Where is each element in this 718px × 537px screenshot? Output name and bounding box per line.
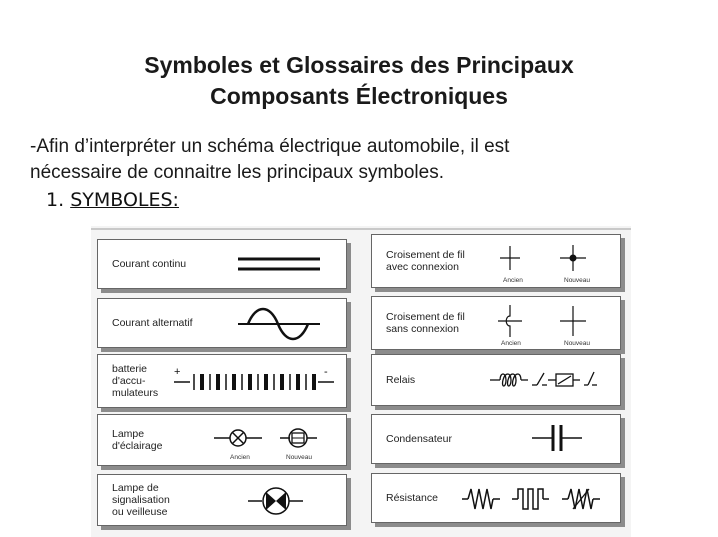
battery-minus: -	[324, 366, 328, 378]
symbol-lampe-eclairage	[97, 414, 347, 466]
symbol-croisement-connexion	[371, 234, 621, 288]
symbol-batterie	[97, 354, 347, 408]
cross-connected-caption-old: Ancien	[503, 277, 523, 284]
cross-unconnected-caption-new: Nouveau	[564, 340, 591, 347]
symbol-relais	[371, 354, 621, 406]
croisement-sans-line-2: sans connexion	[386, 323, 459, 335]
wire-crossing-unconnected-icon	[372, 297, 622, 351]
lampe-eclairage-line-1: Lampe	[112, 428, 145, 440]
relay-icon	[372, 355, 622, 407]
signal-lamp-icon	[98, 475, 348, 527]
intro-line-1: -Afin d’interpréter un schéma électrique automobile, il est	[30, 136, 510, 157]
label-courant-continu: Courant continu	[112, 258, 187, 270]
label-resistance: Résistance	[386, 492, 438, 504]
lamp-icon	[98, 415, 348, 467]
label-relais: Relais	[386, 374, 416, 386]
batterie-line-3: mulateurs	[112, 387, 159, 399]
symbol-condensateur	[371, 414, 621, 464]
croisement-connexion-line-1: Croisement de fil	[386, 249, 465, 261]
lampe-eclairage-line-2: d'éclairage	[112, 440, 163, 452]
lamp-caption-old: Ancien	[230, 454, 250, 461]
page-title	[0, 50, 718, 112]
battery-icon	[98, 355, 348, 409]
intro-paragraph	[30, 134, 710, 186]
batterie-line-2: d'accu-	[112, 375, 146, 387]
section-heading	[46, 189, 179, 211]
symbols-figure	[91, 226, 631, 537]
lampe-signal-line-3: ou veilleuse	[112, 506, 168, 518]
battery-plus: +	[174, 366, 181, 378]
cross-unconnected-caption-old: Ancien	[501, 340, 521, 347]
symbol-lampe-signalisation	[97, 474, 347, 526]
lampe-signal-line-1: Lampe de	[112, 482, 159, 494]
figure-divider	[91, 228, 631, 230]
symbol-croisement-sans	[371, 296, 621, 350]
title-line-2: Composants Électroniques	[210, 83, 508, 109]
lamp-caption-new: Nouveau	[286, 454, 313, 461]
symbol-courant-continu	[97, 239, 347, 289]
wire-crossing-connected-icon	[372, 235, 622, 289]
label-courant-alternatif: Courant alternatif	[112, 317, 193, 329]
croisement-sans-line-1: Croisement de fil	[386, 311, 465, 323]
symbol-resistance	[371, 473, 621, 523]
label-condensateur: Condensateur	[386, 433, 452, 445]
capacitor-icon	[372, 415, 622, 465]
title-line-1: Symboles et Glossaires des Principaux	[144, 52, 574, 78]
section-label: SYMBOLES:	[70, 189, 179, 211]
ac-current-icon	[98, 299, 348, 349]
dc-current-icon	[98, 240, 348, 290]
resistor-icon	[372, 474, 622, 524]
symbol-courant-alternatif	[97, 298, 347, 348]
intro-line-2: nécessaire de connaitre les principaux symboles.	[30, 162, 444, 183]
cross-connected-caption-new: Nouveau	[564, 277, 591, 284]
batterie-line-1: batterie	[112, 363, 148, 375]
croisement-connexion-line-2: avec connexion	[386, 261, 459, 273]
section-number: 1.	[46, 189, 65, 211]
lampe-signal-line-2: signalisation	[112, 494, 170, 506]
